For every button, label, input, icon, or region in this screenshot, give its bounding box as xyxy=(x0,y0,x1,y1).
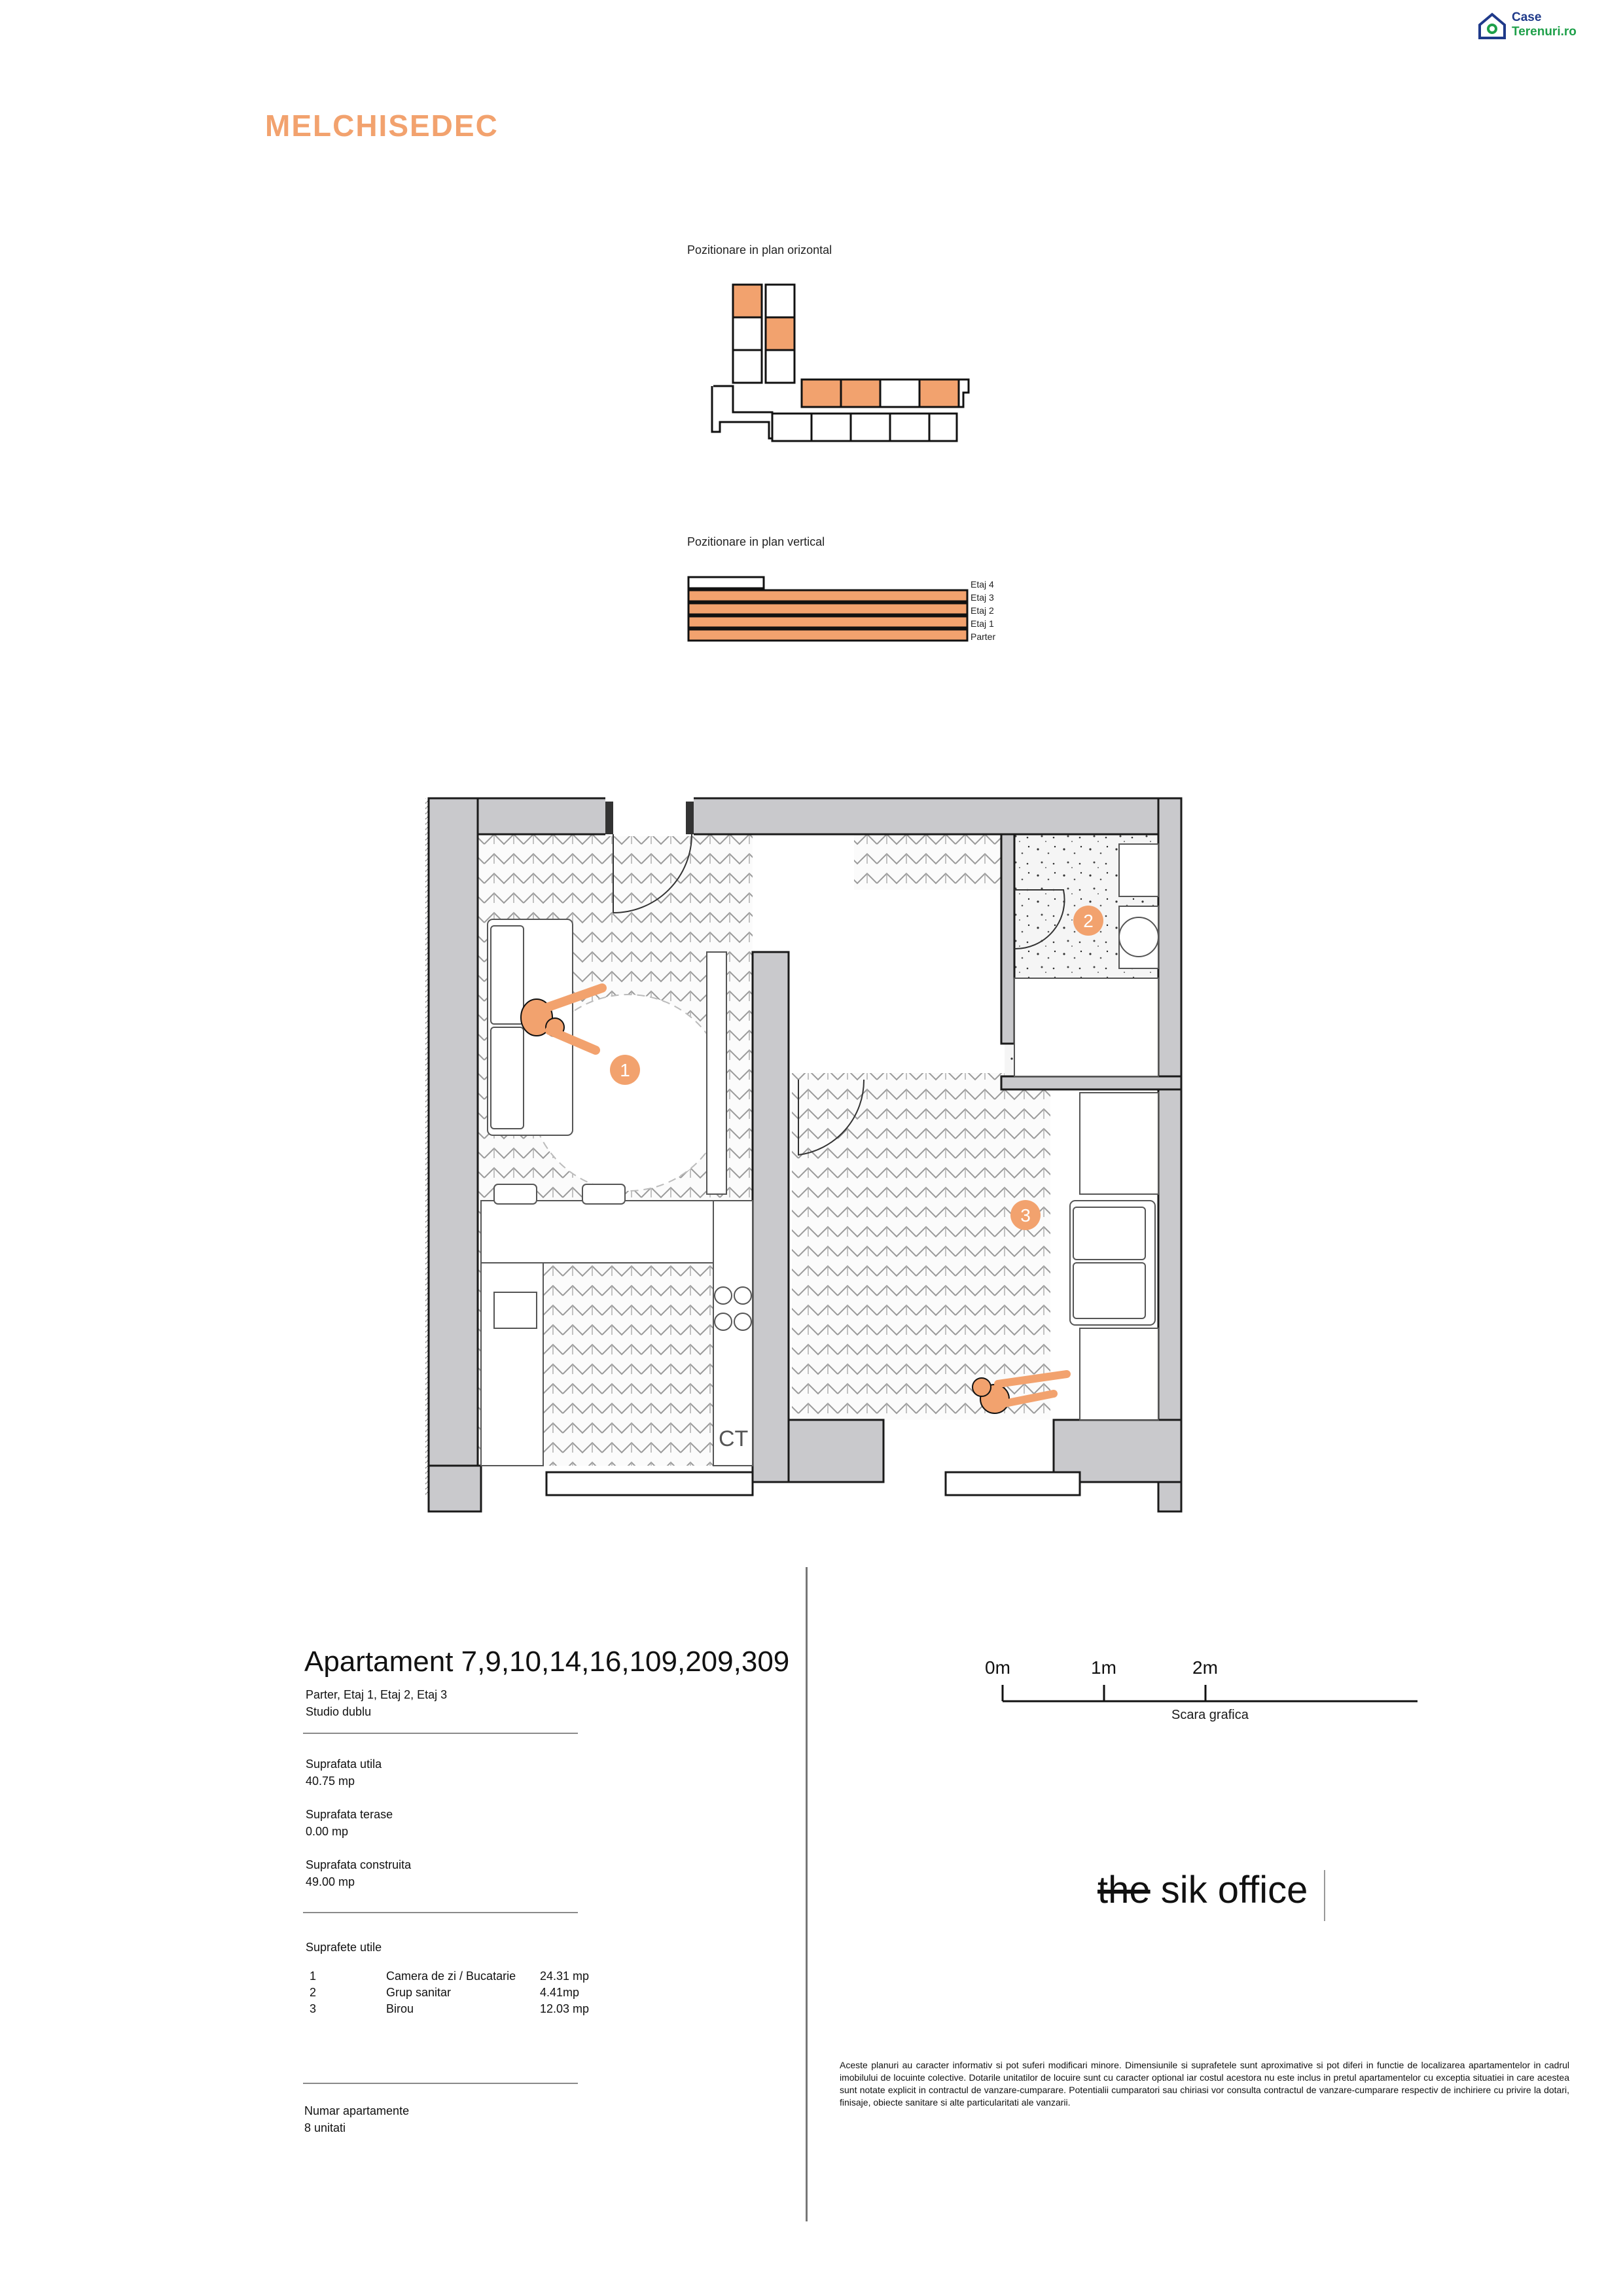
useful-area-label: Suprafata utila xyxy=(306,1757,382,1771)
disclaimer-text: Aceste planuri au caracter informativ si pot suferi modificari minore. Dimensiunile si suprafetele sunt aproximative si pot diferi in functie de localizarea apartamentelor in cadrul imobilului de locuinte colective. Dotarile unitatilor de locuire sunt cu caracter optional iar costul acestora nu este inclus in pretul apartamentelor cu exceptia situatiei in care acestea sunt notate explicit in contractul de vanzare-cumparare. Potentialii cumparatori sau chiriasi vor consulta contractul de vanzare-cumparare respectiv de inchiriere cu privire la dotari, finisaje, obiecte sanitare si alte particularitati ale vanzarii. xyxy=(840,2060,1569,2108)
room-number: 1 xyxy=(310,1969,317,1983)
room-number-1: 1 xyxy=(620,1060,630,1080)
scale-label-1m: 1m xyxy=(1091,1657,1116,1678)
scale-label-2m: 2m xyxy=(1192,1657,1218,1678)
room-number-3: 3 xyxy=(1020,1205,1031,1226)
scale-bar xyxy=(1001,1678,1420,1704)
room-area: 24.31 mp xyxy=(540,1969,590,1983)
sik-logo-struck: the xyxy=(1097,1869,1150,1911)
rooms-heading: Suprafete utile xyxy=(306,1941,382,1954)
built-area-value: 49.00 mp xyxy=(306,1875,355,1888)
horizontal-position-label: Pozitionare in plan orizontal xyxy=(687,243,832,256)
corner-logo-line2: Terenuri.ro xyxy=(1512,25,1577,39)
entrance-opening xyxy=(605,797,694,836)
apartment-levels: Parter, Etaj 1, Etaj 2, Etaj 3 xyxy=(306,1688,448,1701)
sik-logo-text: sik office xyxy=(1160,1869,1308,1911)
floor-label: Etaj 3 xyxy=(971,592,994,603)
office-floor xyxy=(792,1073,1050,1420)
room-number: 2 xyxy=(310,1986,317,1999)
apartment-type: Studio dublu xyxy=(306,1705,372,1718)
useful-area-value: 40.75 mp xyxy=(306,1775,355,1788)
floor-label: Etaj 1 xyxy=(971,618,994,629)
floor-label: Parter xyxy=(971,631,996,642)
house-icon xyxy=(1476,9,1508,42)
scale-label-0m: 0m xyxy=(985,1657,1010,1678)
room-name: Birou xyxy=(386,2002,414,2015)
divider xyxy=(303,1912,578,1913)
floor-label: Etaj 4 xyxy=(971,579,994,590)
logo-divider xyxy=(1324,1870,1325,1921)
built-area-label: Suprafata construita xyxy=(306,1858,412,1871)
divider xyxy=(303,2083,578,2084)
terrace-area-label: Suprafata terase xyxy=(306,1808,393,1821)
room-number: 3 xyxy=(310,2002,317,2015)
horizontal-key-plan xyxy=(707,281,982,445)
divider xyxy=(303,1733,578,1734)
scale-caption: Scara grafica xyxy=(1171,1708,1249,1722)
project-title: MELCHISEDEC xyxy=(265,109,499,143)
vertical-position-label: Pozitionare in plan vertical xyxy=(687,535,825,548)
ct-label: CT xyxy=(719,1426,749,1451)
door-jamb xyxy=(686,802,694,834)
room-name: Grup sanitar xyxy=(386,1986,452,1999)
apartment-floor-plan xyxy=(406,792,1217,1525)
apartment-count-label: Numar apartamente xyxy=(304,2104,410,2117)
apartment-title: Apartament 7,9,10,14,16,109,209,309 xyxy=(304,1646,790,1678)
vertical-key-plan xyxy=(687,576,975,648)
floor-label: Etaj 2 xyxy=(971,605,994,616)
door-jamb xyxy=(605,802,613,834)
apartment-count-value: 8 unitati xyxy=(304,2121,346,2134)
room-number-2: 2 xyxy=(1083,911,1094,931)
corner-logo[interactable] xyxy=(1476,7,1610,46)
corner-logo-line1: Case xyxy=(1512,10,1542,24)
room-area: 4.41mp xyxy=(540,1986,580,1999)
room-area: 12.03 mp xyxy=(540,2002,590,2015)
vertical-divider xyxy=(806,1567,808,2221)
terrace-area-value: 0.00 mp xyxy=(306,1825,349,1838)
sik-office-logo xyxy=(1097,1868,1308,1912)
room-name: Camera de zi / Bucatarie xyxy=(386,1969,516,1983)
office-furniture xyxy=(1070,1093,1158,1420)
